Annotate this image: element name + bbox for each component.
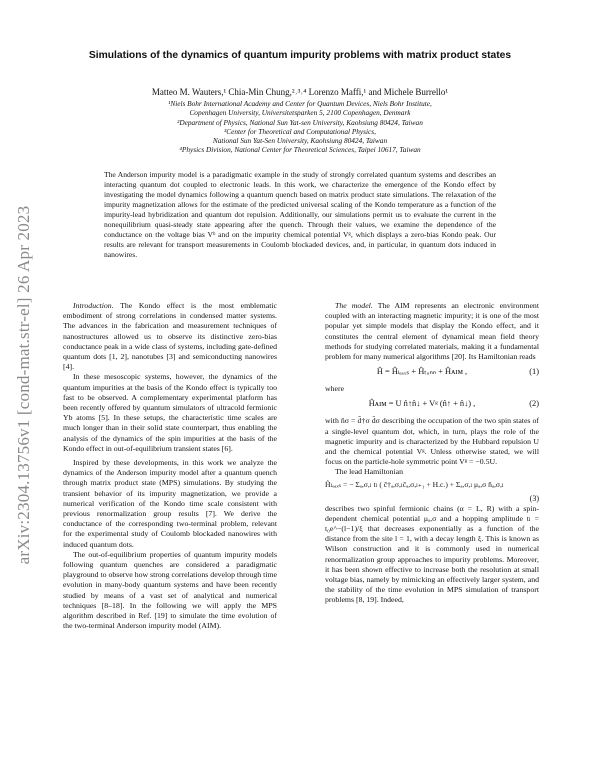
equation-3-number: (3) (529, 493, 539, 503)
abstract: The Anderson impurity model is a paradigmatic example in the study of strongly correlated quantum systems and describes an interacting quantum dot coupled to electronic leads. In this work, we characterize the emergence of the Kondo effect by investigating the model dynamics following a quantum quench based on matrix product state simulations. The relaxation of the impurity magnetization allows for the estimate of the predicted universal scaling of the Kondo temperature as a function of the impurity-lead hybridization and quantum dot repulsion. Additionally, our simulations permit us to evaluate the current in the nonequilibrium quasi-steady state appearing after the quench. Through their values, we examine the dependence of the conductance on the voltage bias Vᵇ and on the impurity chemical potential Vᵍ, which displays a zero-bias Kondo peak. Our results are relevant for transport measurements in Coulomb blockaded devices, and, in particular, in quantum dots induced in nanowires. (104, 170, 496, 259)
intro-text-1: The Kondo effect is the most emblematic embodiment of strong correlations in condensed matter systems. The advances in the fabrication and measurement techniques of nanostructures allowed us to observe its distinctive zero-bias conductance peak in a wide class of systems, including gate-defined quantum dots [1, 2], nanotubes [3] and semiconducting nanowires [4]. (63, 301, 278, 372)
intro-heading: Introduction. (73, 301, 114, 310)
model-paragraph-2: with n̂σ = d̂†σ d̂σ describing the occupation of the two spin states of a single-level quantum dot, which, in turn, plays the role of the magnetic impurity and is characterized by the Hubbard repulsion U and the chemical potential Vᵍ. Unless otherwise stated, we will focus on the particle-hole symmetric point Vᵍ = −0.5U. (325, 416, 539, 467)
intro-paragraph-4: The out-of-equilibrium properties of quantum impurity models following quantum quenches are considered a paradigmatic playground to observe how strong correlations develop through time evolution in many-body quantum systems and have been recently studied by means of a vast set of analytical and numerical techniques [8–18]. In the following we will apply the MPS algorithm described in Ref. [19] to simulate the time evolution of the two-terminal Anderson impurity model (AIM). (63, 549, 277, 631)
equation-1-number: (1) (529, 367, 539, 377)
equation-2-body: Ĥᴀɪᴍ = U n̂↑n̂↓ + Vᵍ (n̂↑ + n̂↓) , (368, 399, 476, 409)
affiliation-line: ³Center for Theoretical and Computational Physics, (224, 126, 376, 136)
model-text-1: The AIM represents an electronic environment coupled with an interacting magnetic impurity; it is one of the most popular yet simple models that display the Kondo effect, and it constitutes the central element of dynamical mean field theory methods for studying correlated materials, making it a fundamental problem for many numerical algorithms [20]. Its Hamiltonian reads (325, 301, 539, 362)
arxiv-side-stamp (14, 150, 34, 620)
equation-1-body: Ĥ = Ĥₗₑₐₓₛ + Ĥₜᵤₙₙ + Ĥᴀɪᴍ , (376, 367, 468, 377)
arxiv-identifier: arXiv:2304.13756v1 [cond-mat.str-el] 26 Apr 2023 (14, 205, 33, 565)
intro-paragraph-3: Inspired by these developments, in this work we analyze the dynamics of the Anderson impurity model after a quantum quench through matrix product state (MPS) simulations. By studying the transient behavior of its impurity magnetization, we provide a numerical verification of the Kondo time scale consistent with previous renormalization group results [7]. We derive the conductance of the corresponding two-terminal problem, relevant for the experimental study of Coulomb blockaded nanowires with induced quantum dots. (63, 458, 277, 549)
equation-3-body: Ĥₗₑₐₓₛ = − Σₐ,σ,ₗ tₗ ( ĉ†ₐ,σ,ₗĉₐ,σ,ₗ₊₁ + H.c.) + Σₐ,σ,ₗ μₐ,σ n̂ₐ,σ,ₗ (325, 479, 504, 489)
author-list: Matteo M. Wauters,¹ Chia-Min Chung,²˒³˒⁴ Lorenzo Maffi,¹ and Michele Burrello¹ (151, 87, 449, 97)
left-column (63, 301, 277, 632)
affiliation-line: ²Department of Physics, National Sun Yat-sen University, Kaohsiung 80424, Taiwan (177, 117, 423, 127)
model-paragraph-1 (325, 301, 539, 362)
affiliation-line: ¹Niels Bohr International Academy and Center for Quantum Devices, Niels Bohr Institute, (168, 99, 432, 108)
affiliations (70, 99, 530, 155)
equation-3 (325, 478, 539, 494)
model-paragraph-3: The lead Hamiltonian (335, 467, 403, 477)
model-heading: The model. (335, 301, 373, 310)
equation-2 (325, 394, 539, 416)
paper-title: Simulations of the dynamics of quantum impurity problems with matrix product states (88, 50, 512, 61)
where-text: where (325, 384, 345, 394)
affiliation-line: Copenhagen University, Universitetsparken 5, 2100 Copenhagen, Denmark (189, 108, 411, 118)
equation-2-number: (2) (529, 399, 539, 409)
affiliation-line: National Sun Yat-Sen University, Kaohsiung 80424, Taiwan (212, 136, 388, 146)
model-paragraph-4: describes two spinful fermionic chains (α = L, R) with a spin-dependent chemical potential μₐ,σ and a hopping amplitude tₗ = t₀e^−(l−1)/ξ that decreases exponentially as a function of the distance from the site l = 1, with a decay length ξ. This is known as Wilson construction and it is commonly used in numerical renormalization group approaches to impurity problems. Moreover, it has been shown effective to increase both the resolution at small voltage bias, namely by mimicking an effectively larger system, and the stability of the time evolution in MPS simulation of transport problems [8, 19]. Indeed, (325, 503, 539, 605)
intro-paragraph-2: In these mesoscopic systems, however, the dynamics of the quantum impurities at the basis of the Kondo effect is typically too fast to be observed. A complementary experimental platform has been recently offered by quantum simulators of ultracold fermionic Yb atoms [5]. In these setups, the characteristic time scales are much longer than in their solid state counterpart, thus enabling the analysis of the dynamics of the spin impurities at the basis of the Kondo effect in out-of-equilibrium transient states [6]. (63, 372, 277, 453)
affiliation-line: ⁴Physics Division, National Center for Theoretical Sciences, Taipei 10617, Taiwan (179, 145, 421, 155)
equation-1 (325, 362, 539, 384)
right-column (325, 301, 539, 606)
intro-paragraph-1 (63, 301, 277, 372)
